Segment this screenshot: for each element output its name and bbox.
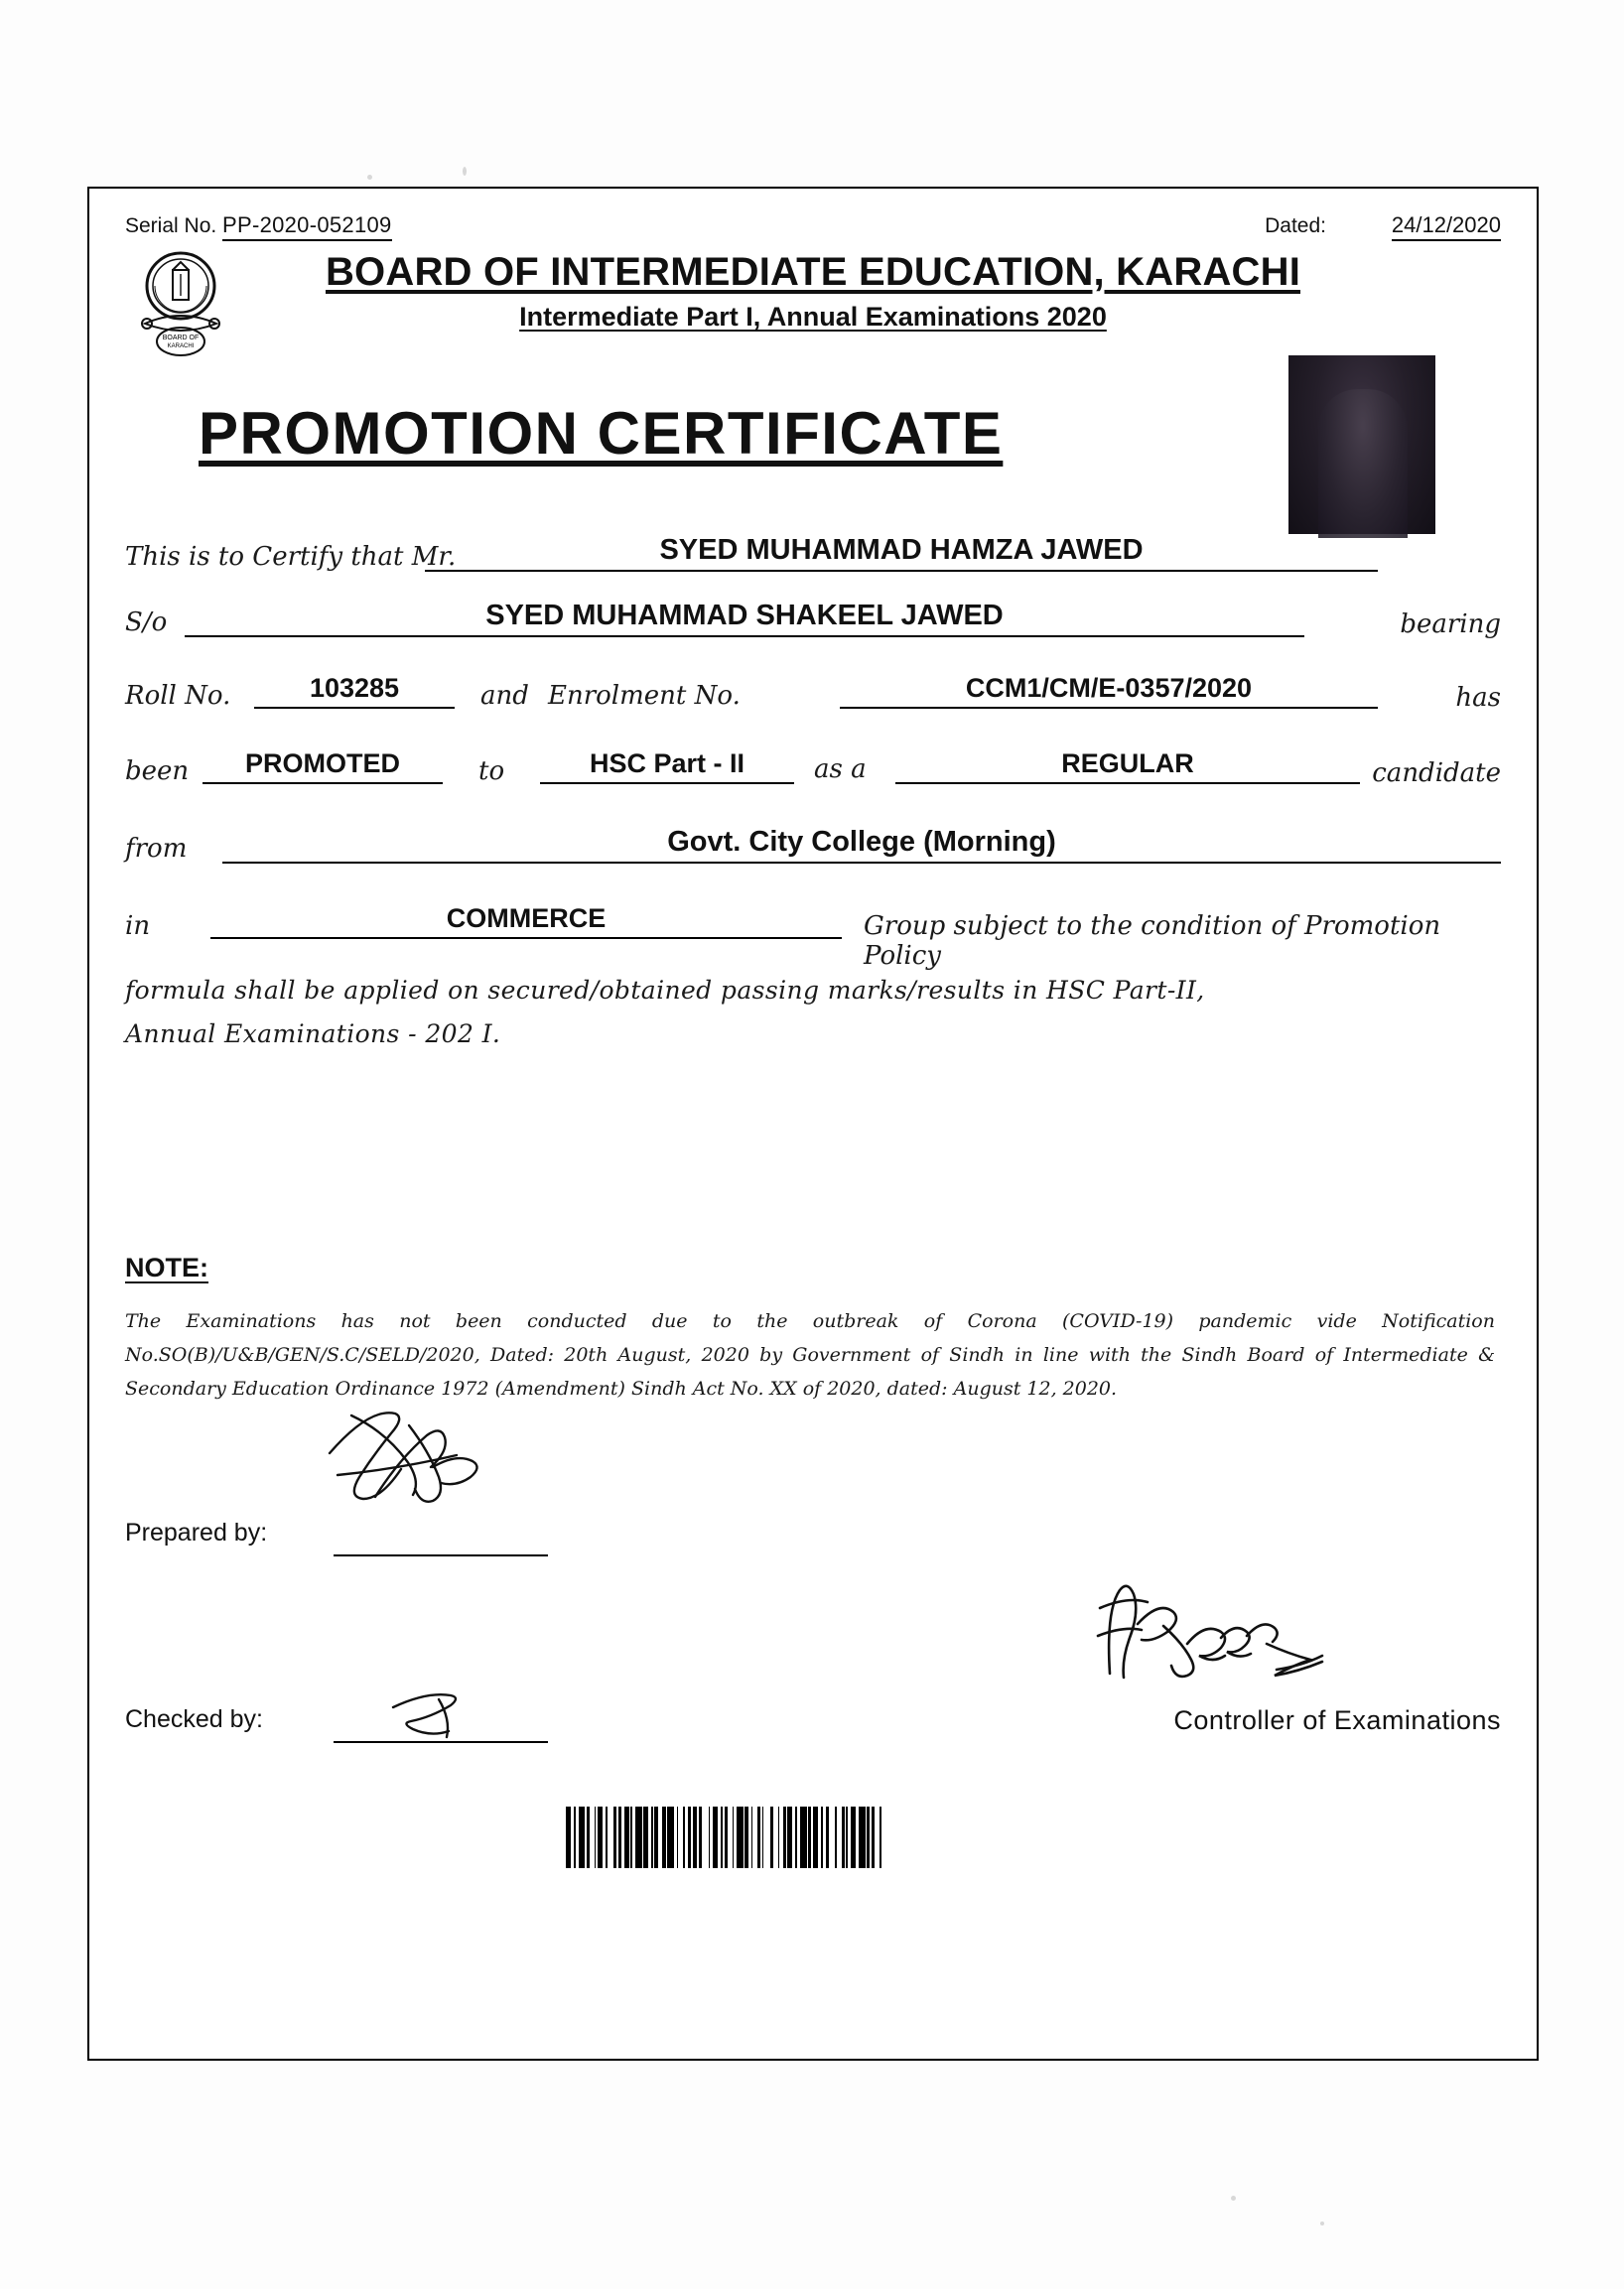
line-group xyxy=(125,899,1501,969)
roll-no-value: 103285 xyxy=(254,673,455,709)
line-promoted xyxy=(125,744,1501,822)
controller-of-examinations-label: Controller of Examinations xyxy=(1173,1705,1501,1735)
policy-line-1: formula shall be applied on secured/obtained passing marks/results in HSC Part-II, xyxy=(125,976,1205,1005)
prepared-by-label: Prepared by: xyxy=(125,1519,268,1547)
group-tail: Group subject to the condition of Promotion Policy xyxy=(864,911,1441,971)
father-name-value: SYED MUHAMMAD SHAKEEL JAWED xyxy=(185,600,1304,637)
certificate-frame xyxy=(87,187,1539,2061)
line-father xyxy=(125,596,1501,669)
enrolment-label: Enrolment No. xyxy=(548,681,741,711)
been-label: been xyxy=(125,756,190,786)
prepared-by-signature xyxy=(324,1402,512,1536)
board-subtitle: Intermediate Part I, Annual Examinations 2020 xyxy=(519,302,1107,332)
student-photo xyxy=(1288,355,1435,534)
dated-value: 24/12/2020 xyxy=(1392,212,1501,241)
barcode xyxy=(566,1807,1062,1868)
student-name-value: SYED MUHAMMAD HAMZA JAWED xyxy=(425,534,1378,572)
document-title: PROMOTION CERTIFICATE xyxy=(199,400,1004,467)
candidate-type-value: REGULAR xyxy=(895,748,1360,784)
roll-no-label: Roll No. xyxy=(125,681,231,711)
note-text: The Examinations has not been conducted due to the outbreak of Corona (COVID-19) pandemic vide Notification No.SO(B)/U&B/GEN/S.C/SELD/2020, Dated: 20th August, 2020 by Government of Sindh in line with the Sindh Board of Intermediate & Secondary Education Ordinance 1972 (Amendment) Sindh Act No. XX of 2020, dated: August 12, 2020. xyxy=(125,1310,1495,1400)
enrolment-value: CCM1/CM/E-0357/2020 xyxy=(840,673,1378,709)
serial-number: PP-2020-052109 xyxy=(222,212,392,241)
note-heading: NOTE: xyxy=(125,1253,208,1282)
controller-signature xyxy=(1092,1578,1350,1702)
dated-label: Dated: xyxy=(1265,214,1326,237)
candidate-label: candidate xyxy=(1372,758,1501,788)
checked-by-label: Checked by: xyxy=(125,1705,263,1733)
serial-label: Serial No. xyxy=(125,214,217,237)
prepared-by-line xyxy=(334,1554,548,1556)
serial-row xyxy=(125,210,1501,244)
checked-by-signature xyxy=(387,1687,496,1756)
board-title: BOARD OF INTERMEDIATE EDUCATION, KARACHI xyxy=(325,250,1301,294)
certificate-body xyxy=(125,534,1501,1056)
promoted-value: PROMOTED xyxy=(203,748,443,784)
student-photo-figure xyxy=(1318,389,1408,538)
group-value: COMMERCE xyxy=(210,903,842,939)
and-label: and xyxy=(480,681,529,711)
to-label: to xyxy=(478,756,505,786)
line-institution xyxy=(125,822,1501,899)
promoted-to-value: HSC Part - II xyxy=(540,748,794,784)
bearing-label: bearing xyxy=(1400,609,1501,639)
as-a-label: as a xyxy=(814,754,867,784)
policy-line-2: Annual Examinations - 202 I. xyxy=(125,1019,501,1048)
certify-prefix: This is to Certify that Mr. xyxy=(125,542,457,572)
barcode-bar xyxy=(881,1807,884,1868)
in-label: in xyxy=(125,911,151,941)
from-label: from xyxy=(125,834,188,864)
so-label: S/o xyxy=(125,607,168,637)
svg-text:BOARD OF: BOARD OF xyxy=(162,335,200,341)
line-name xyxy=(125,534,1501,596)
institution-value: Govt. City College (Morning) xyxy=(222,826,1501,864)
checked-by-line xyxy=(334,1741,548,1743)
line-roll-enrolment xyxy=(125,669,1501,744)
svg-text:KARACHI: KARACHI xyxy=(167,343,195,349)
has-label: has xyxy=(1455,683,1501,713)
